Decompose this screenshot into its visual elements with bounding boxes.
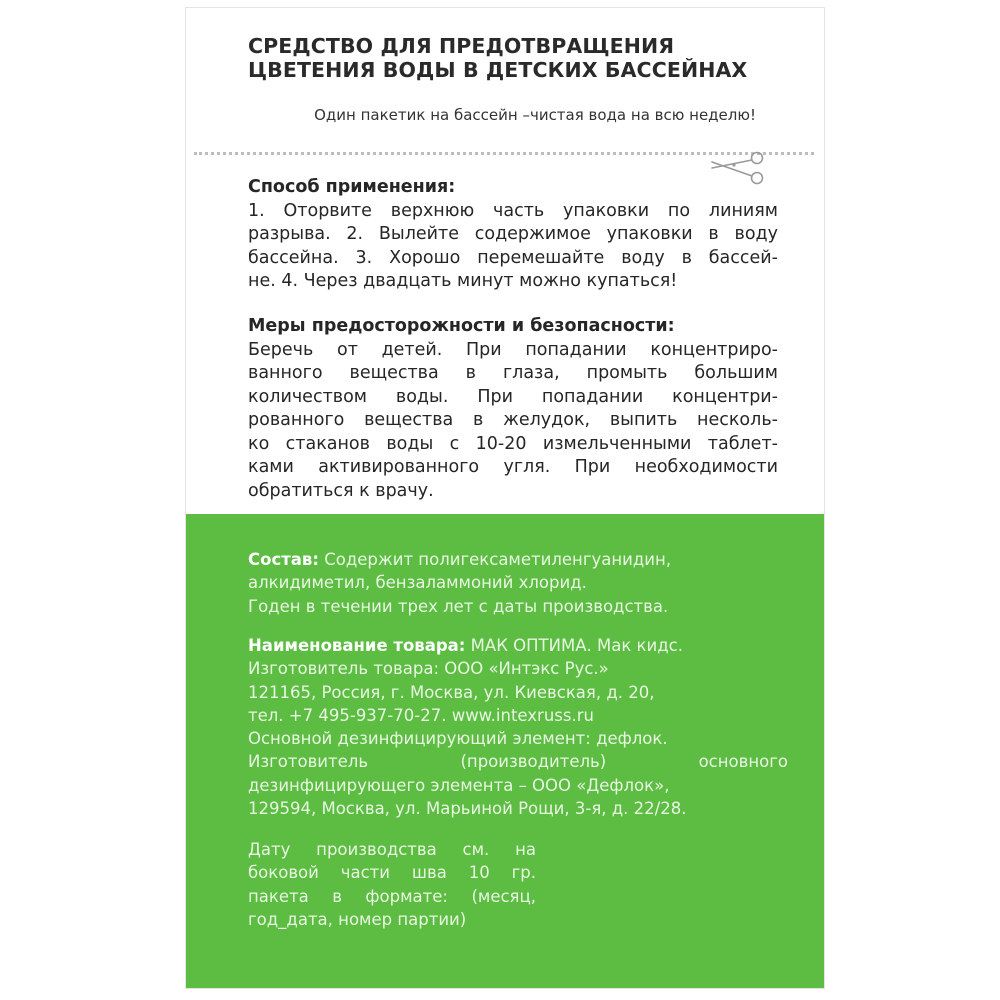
product-first-line xyxy=(248,634,788,657)
word: необходимости xyxy=(634,457,778,477)
word: линиям xyxy=(708,200,778,221)
composition-first-line xyxy=(248,548,788,571)
word: части xyxy=(340,863,391,883)
usage-line xyxy=(248,247,778,271)
composition-text: Содержит полигексаметиленгуанидин, xyxy=(318,550,672,569)
safety-section xyxy=(248,315,778,503)
word: с xyxy=(449,433,460,454)
production-date-note xyxy=(248,838,536,931)
safety-line xyxy=(248,339,778,363)
safety-line xyxy=(248,386,778,410)
date-note-line xyxy=(248,861,536,884)
product-line: Основной дезинфицирующий элемент: дефлок. xyxy=(248,729,668,749)
product-line: Изготовитель товара: ООО «Интэкс Рус.» xyxy=(248,659,609,679)
product-line: дезинфицирующего элемента – ООО «Дефлок», xyxy=(248,775,670,795)
word: желудок, xyxy=(503,410,591,430)
word: стаканов xyxy=(285,433,370,454)
word: Хорошо xyxy=(389,247,461,268)
usage-line: не. 4. Через двадцать минут можно купаться! xyxy=(248,271,678,291)
word: упаковки xyxy=(606,224,693,244)
product-line: тел. +7 495-937-70-27. www.intexruss.ru xyxy=(248,705,594,725)
product-line: 121165, Россия, г. Москва, ул. Киевская, д. 20, xyxy=(248,682,655,702)
word: верхнюю xyxy=(390,200,475,221)
safety-line xyxy=(248,409,778,433)
word: бассей- xyxy=(708,247,778,268)
safety-line xyxy=(248,456,778,480)
slogan: Один пакетик на бассейн –чистая вода на всю неделю! xyxy=(314,106,756,124)
word: концентри- xyxy=(672,386,778,407)
word: пакета xyxy=(248,886,309,906)
usage-line xyxy=(248,223,778,247)
word: упаковки xyxy=(563,200,650,221)
word: гр. xyxy=(511,863,536,883)
word: воду xyxy=(621,247,665,268)
word: воды xyxy=(386,433,434,454)
word: ванного xyxy=(248,363,323,383)
headline-line: ЦВЕТЕНИЯ ВОДЫ В ДЕТСКИХ БАССЕЙНАХ xyxy=(248,58,748,82)
word: в xyxy=(465,363,476,383)
word: на xyxy=(515,840,536,859)
headline xyxy=(248,34,808,82)
word: таблет- xyxy=(707,433,778,454)
usage-section xyxy=(248,176,778,294)
word: рованного xyxy=(248,410,345,430)
word: Дату xyxy=(248,840,291,859)
word: активированного xyxy=(318,457,480,477)
word: в xyxy=(332,886,342,906)
date-note-line xyxy=(248,885,536,908)
product-section xyxy=(248,634,788,820)
composition-section xyxy=(248,548,788,618)
word: При xyxy=(477,386,513,407)
word: часть xyxy=(493,200,545,221)
product-line xyxy=(248,750,788,773)
word: перемешайте xyxy=(477,247,605,268)
safety-line xyxy=(248,433,778,457)
word: в xyxy=(708,224,719,244)
usage-line xyxy=(248,200,778,224)
date-note-line: год_дата, номер партии) xyxy=(248,909,467,929)
word: бассейна. xyxy=(248,247,339,268)
composition-label: Состав: xyxy=(248,550,319,569)
word: попадании xyxy=(525,339,627,360)
composition-line: алкидиметил, бензаламмоний хлорид. xyxy=(248,573,587,593)
word: При xyxy=(466,339,502,360)
word: большим xyxy=(694,363,778,383)
word: (производитель) xyxy=(460,752,607,772)
word: Вылейте xyxy=(378,224,459,244)
headline-line: СРЕДСТВО ДЛЯ ПРЕДОТВРАЩЕНИЯ xyxy=(248,34,675,58)
info-panel xyxy=(186,514,824,988)
word: 2. xyxy=(346,224,364,244)
usage-title: Способ применения: xyxy=(248,177,456,197)
word: 3. xyxy=(355,247,373,268)
word: Беречь xyxy=(248,339,314,360)
word: 10 xyxy=(468,863,490,883)
word: угля. xyxy=(503,457,551,477)
safety-title: Меры предосторожности и безопасности: xyxy=(248,316,675,336)
safety-line: обратиться к врачу. xyxy=(248,480,434,501)
word: количеством xyxy=(248,386,367,407)
word: производства xyxy=(316,840,437,859)
word: от xyxy=(336,339,358,360)
word: вещества xyxy=(364,410,454,430)
composition-line: Годен в течении трех лет с даты производства. xyxy=(248,596,669,616)
date-note-line xyxy=(248,838,536,861)
product-label: Наименование товара: xyxy=(248,636,466,655)
word: ко xyxy=(248,433,270,454)
word: измельченными xyxy=(542,433,692,454)
word: Изготовитель xyxy=(248,752,369,772)
word: глаза, xyxy=(502,363,560,383)
word: попадании xyxy=(541,386,644,407)
safety-line xyxy=(248,362,778,386)
word: по xyxy=(667,200,691,221)
word: основного xyxy=(698,752,788,772)
word: боковой xyxy=(248,863,319,883)
word: воду xyxy=(734,224,778,244)
word: содержимое xyxy=(474,224,591,244)
word: воды. xyxy=(395,386,449,407)
word: формате: xyxy=(365,886,448,906)
word: в xyxy=(473,410,484,430)
word: ками xyxy=(248,457,294,477)
word: в xyxy=(681,247,692,268)
word: концентриро- xyxy=(650,339,778,360)
package-label xyxy=(186,8,824,988)
word: см. xyxy=(462,840,490,859)
word: детей. xyxy=(381,339,443,360)
word: шва xyxy=(411,863,447,883)
word: несколь- xyxy=(697,410,778,430)
word: вещества xyxy=(349,363,439,383)
word: разрыва. xyxy=(248,224,331,244)
word: 1. xyxy=(248,200,265,221)
product-line: 129594, Москва, ул. Марьиной Рощи, 3-я, д. 22/28. xyxy=(248,799,687,819)
word: Оторвите xyxy=(283,200,372,221)
word: При xyxy=(574,457,611,477)
product-name: МАК ОПТИМА. Мак кидс. xyxy=(465,636,683,655)
word: промыть xyxy=(586,363,668,383)
word: 10-20 xyxy=(475,433,527,454)
word: выпить xyxy=(609,410,678,430)
word: (месяц, xyxy=(471,886,536,906)
